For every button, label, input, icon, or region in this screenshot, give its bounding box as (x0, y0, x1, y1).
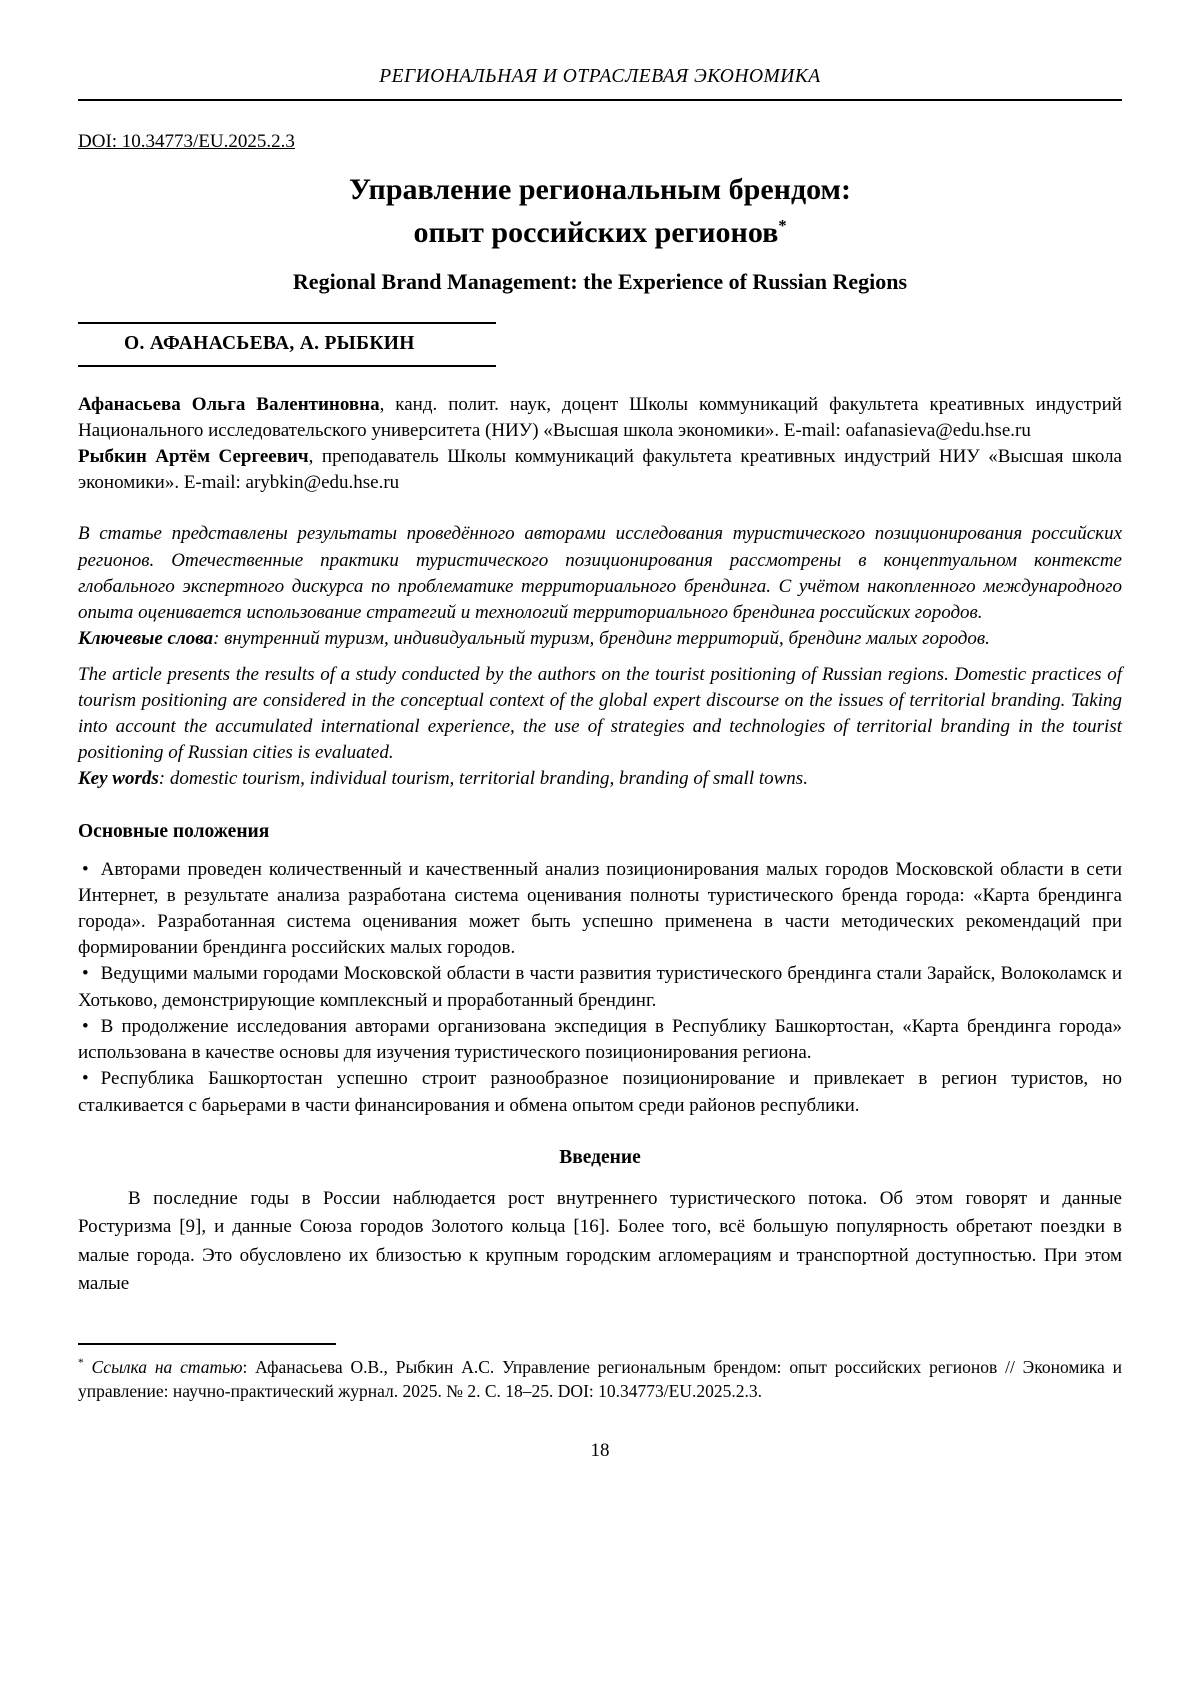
bullet-icon: • (82, 1068, 89, 1090)
key-points-heading: Основные положения (78, 820, 270, 842)
key-point-item-2 (78, 961, 1122, 1013)
key-point-item-1 (78, 857, 1122, 962)
bullet-icon: • (82, 1015, 89, 1037)
footnote-rule (78, 1343, 336, 1345)
author-bio-2 (78, 444, 1122, 496)
keywords-ru-label: Ключевые слова (78, 628, 214, 650)
article-title-ru-line2: опыт российских регионов (413, 215, 779, 249)
abstract-ru: В статье представлены результаты проведённого авторами исследования туристического позиционирования российских регионов. Отечественные практики туристического позиционирования рассмотрены в концептуальном контексте глобального экспертного дискурса по проблематике территориального брендинга. С учётом накопленного международного опыта оценивается использование стратегий и технологий территориального брендинга российских городов. (78, 523, 1122, 624)
article-title-ru (78, 169, 1122, 254)
footnote (78, 1355, 1122, 1405)
key-point-text-2: Ведущими малыми городами Московской области в части развития туристического брендинга стали Зарайск, Волоколамск и Хотьково, демонстрирующие комплексный и проработанный брендинг. (78, 963, 1122, 1011)
key-point-item-4 (78, 1066, 1122, 1118)
bullet-icon: • (82, 963, 89, 985)
introduction-paragraph: В последние годы в России наблюдается рост внутреннего туристического потока. Об этом говорят и данные Ростуризма [9], и данные Союза городов Золотого кольца [16]. Более того, всё большую популярность обретают поездки в малые города. Это обусловлено их близостью к крупным городским агломерациям и транспортной доступностью. При этом малые (78, 1187, 1122, 1295)
author-2-details: , преподаватель Школы коммуникаций факультета креативных индустрий НИУ «Высшая школа экономики». E-mail: arybkin@edu.hse.ru (78, 446, 1122, 494)
authors-line: О. АФАНАСЬЕВА, А. РЫБКИН (78, 322, 496, 367)
footnote-text: : Афанасьева О.В., Рыбкин А.С. Управление региональным брендом: опыт российских регионов // Экономика и управление: научно-практический журнал. 2025. № 2. С. 18–25. DOI: 10.34773/EU.2025.2.3. (78, 1356, 1122, 1402)
keywords-ru-text: : внутренний туризм, индивидуальный туризм, брендинг территорий, брендинг малых городов. (213, 628, 990, 650)
author-1-name: Афанасьева Ольга Валентиновна (78, 393, 380, 415)
title-footnote-marker: * (778, 215, 787, 235)
keywords-en (78, 766, 1122, 792)
introduction-heading: Введение (559, 1146, 641, 1168)
keywords-ru (78, 626, 1122, 652)
header-rule (78, 99, 1122, 101)
key-point-item-3 (78, 1014, 1122, 1066)
article-title-en: Regional Brand Management: the Experience of Russian Regions (292, 269, 908, 295)
footnote-marker: * (78, 1356, 84, 1369)
article-title-ru-line1: Управление региональным брендом: (349, 173, 851, 207)
author-2-name: Рыбкин Артём Сергеевич (78, 446, 309, 468)
journal-section-header: РЕГИОНАЛЬНАЯ И ОТРАСЛЕВАЯ ЭКОНОМИКА (379, 66, 821, 87)
bullet-icon: • (82, 858, 89, 880)
key-point-text-1: Авторами проведен количественный и качественный анализ позиционирования малых городов Московской области в сети Интернет, в результате анализа разработана система оценивания полноты туристического бренда города: «Карта брендинга города». Разработанная система оценивания может быть успешно применена в части методических рекомендаций при формировании брендинга российских малых городов. (78, 858, 1122, 959)
footnote-label: Ссылка на статью (91, 1356, 243, 1377)
author-bio-1 (78, 392, 1122, 444)
author-1-details: , канд. полит. наук, доцент Школы коммуникаций факультета креативных индустрий Национального исследовательского университета (НИУ) «Высшая школа экономики». E-mail: oafanasieva@edu.hse.ru (78, 393, 1122, 441)
page-number: 18 (590, 1440, 610, 1462)
key-point-text-3: В продолжение исследования авторами организована экспедиция в Республику Башкортостан, «Карта брендинга города» использована в качестве основы для изучения туристического позиционирования региона. (78, 1015, 1122, 1064)
doi-link[interactable]: DOI: 10.34773/EU.2025.2.3 (78, 130, 295, 152)
keywords-en-label: Key words (78, 768, 159, 790)
abstract-en: The article presents the results of a study conducted by the authors on the tourist positioning of Russian regions. Domestic practices of tourism positioning are considered in the conceptual context of the global expert discourse on the issues of territorial branding. Taking into account the accumulated international experience, the use of strategies and technologies of territorial branding in the tourist positioning of Russian cities is evaluated. (78, 663, 1122, 764)
key-point-text-4: Республика Башкортостан успешно строит разнообразное позиционирование и привлекает в регион туристов, но сталкивается с барьерами в части финансирования и обмена опытом среди районов республики. (78, 1068, 1122, 1116)
keywords-en-text: : domestic tourism, individual tourism, territorial branding, branding of small towns. (158, 768, 808, 790)
